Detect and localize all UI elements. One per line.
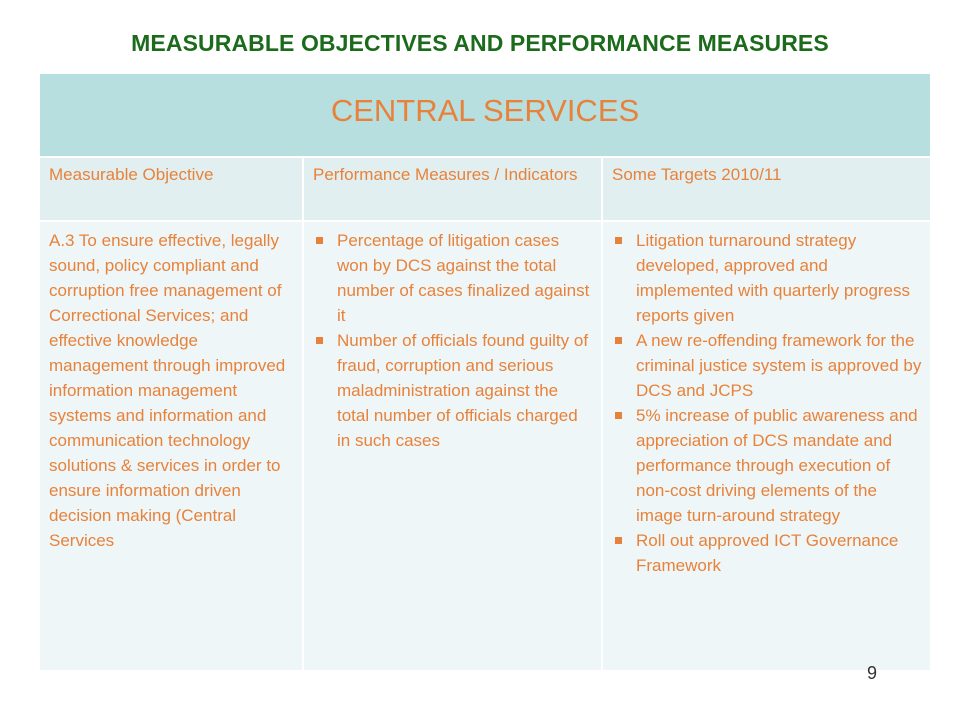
header-row	[39, 157, 931, 221]
list-item	[612, 328, 922, 403]
list-item	[313, 228, 593, 328]
square-bullet-icon	[615, 337, 622, 344]
measure-text: Percentage of litigation cases won by DCS against the total number of cases finalized against it	[337, 231, 590, 325]
square-bullet-icon	[615, 537, 622, 544]
section-banner: CENTRAL SERVICES	[39, 74, 931, 157]
square-bullet-icon	[316, 237, 323, 244]
square-bullet-icon	[316, 337, 323, 344]
list-item	[612, 228, 922, 328]
slide-title: MEASURABLE OBJECTIVES AND PERFORMANCE MEASURES	[131, 30, 829, 56]
list-item	[612, 403, 922, 528]
target-text: 5% increase of public awareness and appreciation of DCS mandate and performance through execution of non-cost driving elements of the image turn-around strategy	[636, 406, 918, 525]
square-bullet-icon	[615, 237, 622, 244]
target-text: Litigation turnaround strategy developed, approved and implemented with quarterly progress reports given	[636, 231, 911, 325]
measures-cell	[303, 221, 602, 670]
targets-list	[612, 228, 922, 578]
column-header-measures: Performance Measures / Indicators	[303, 157, 602, 221]
measures-list	[313, 228, 593, 453]
column-header-objective: Measurable Objective	[39, 157, 303, 221]
target-text: A new re-offending framework for the criminal justice system is approved by DCS and JCPS	[636, 331, 922, 400]
objective-cell: A.3 To ensure effective, legally sound, policy compliant and corruption free management of Correctional Services; and effective knowledge management through improved information management systems and information and communication technology solutions & services in order to ensure information driven decision making (Central Services	[39, 221, 303, 670]
list-item	[612, 528, 922, 578]
column-header-targets: Some Targets 2010/11	[602, 157, 931, 221]
targets-cell	[602, 221, 931, 670]
list-item	[313, 328, 593, 453]
banner-row	[39, 74, 931, 157]
page-number: 9	[867, 663, 878, 683]
square-bullet-icon	[615, 412, 622, 419]
measure-text: Number of officials found guilty of fraud, corruption and serious maladministration against the total number of officials charged in such cases	[337, 331, 589, 450]
objectives-table	[38, 74, 932, 670]
table-row	[39, 221, 931, 670]
target-text: Roll out approved ICT Governance Framework	[636, 531, 899, 575]
